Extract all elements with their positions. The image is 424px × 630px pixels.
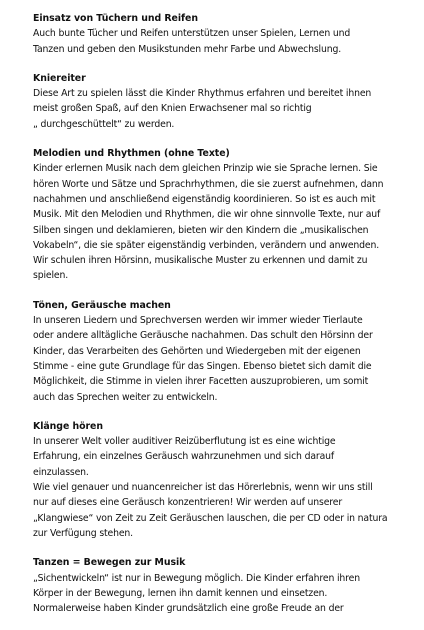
text-line: nur auf dieses eine Geräusch konzentrieren! Wir werden auf unserer xyxy=(33,497,342,509)
document-page xyxy=(33,11,405,630)
text-line: Wir schulen ihren Hörsinn, musikalische Muster zu erkennen und damit zu xyxy=(33,255,368,267)
text-line: Silben singen und deklamieren, bieten wir den Kindern die „musikalischen xyxy=(33,224,369,236)
section-heading: Tönen, Geräusche machen xyxy=(33,299,171,311)
text-line: hören Worte und Sätze und Sprachrhythmen, die sie zuerst aufnehmen, dann xyxy=(33,178,384,190)
text-line: zur Verfügung stehen. xyxy=(33,527,133,539)
text-line: Erfahrung, ein einzelnes Geräusch wahrzunehmen und sich darauf xyxy=(33,451,334,463)
text-line: oder andere alltägliche Geräusche nachahmen. Das schult den Hörsinn der xyxy=(33,330,373,342)
text-line: „Sichentwickeln“ ist nur in Bewegung möglich. Die Kinder erfahren ihren xyxy=(33,572,360,584)
text-line: Diese Art zu spielen lässt die Kinder Rhythmus erfahren und bereitet ihnen xyxy=(33,88,372,100)
text-line: „Klangwiese“ von Zeit zu Zeit Geräuschen lauschen, die per CD oder in natura xyxy=(33,512,388,524)
section-toenen-geraeusche xyxy=(33,298,405,405)
text-line: auch das Sprechen weiter zu entwickeln. xyxy=(33,391,218,403)
text-line: einzulassen. xyxy=(33,466,89,478)
text-line: Kinder, das Verarbeiten des Gehörten und Wiedergeben mit der eigenen xyxy=(33,345,361,357)
section-melodien-rhythmen xyxy=(33,146,405,284)
text-line: Vokabeln“, die sie später eigenständig verbinden, verändern und anwenden. xyxy=(33,239,380,251)
section-heading: Einsatz von Tüchern und Reifen xyxy=(33,13,198,24)
text-line: Musik. Mit den Melodien und Rhythmen, die wir ohne sinnvolle Texte, nur auf xyxy=(33,209,381,221)
text-line: In unseren Liedern und Sprechversen werden wir immer wieder Tierlaute xyxy=(33,315,363,327)
text-line: nachahmen und anschließend eigenständig koordinieren. So ist es auch mit xyxy=(33,193,376,205)
text-line: Körper in der Bewegung, lernen ihn damit kennen und einsetzen. xyxy=(33,587,328,599)
text-line: In unserer Welt voller auditiver Reizüberflutung ist es eine wichtige xyxy=(33,436,336,448)
text-line: Normalerweise haben Kinder grundsätzlich eine große Freude an der xyxy=(33,603,344,615)
section-heading: Tanzen = Bewegen zur Musik xyxy=(33,557,186,569)
text-line: Wie viel genauer und nuancenreicher ist das Hörerlebnis, wenn wir uns still xyxy=(33,482,373,494)
text-line: spielen. xyxy=(33,270,68,282)
text-line: Möglichkeit, die Stimme in vielen ihrer Facetten auszuprobieren, um somit xyxy=(33,376,369,388)
section-kniereiter xyxy=(33,71,405,132)
text-line: „ durchgeschüttelt“ zu werden. xyxy=(33,118,175,130)
section-klaenge-hoeren xyxy=(33,419,405,541)
text-line: Stimme - eine gute Grundlage für das Singen. Ebenso bietet sich damit die xyxy=(33,360,372,372)
text-line: Kinder erlernen Musik nach dem gleichen Prinzip wie sie Sprache lernen. Sie xyxy=(33,163,378,175)
section-heading: Klänge hören xyxy=(33,420,103,432)
section-heading: Kniereiter xyxy=(33,72,86,84)
section-heading: Melodien und Rhythmen (ohne Texte) xyxy=(33,148,230,160)
section-tanzen-bewegen xyxy=(33,555,405,616)
section-tuecher-reifen xyxy=(33,11,405,57)
text-line: Auch bunte Tücher und Reifen unterstützen unser Spielen, Lernen und xyxy=(33,28,351,40)
text-line: meist großen Spaß, auf den Knien Erwachsener mal so richtig xyxy=(33,103,312,115)
text-line: Tanzen und geben den Musikstunden mehr Farbe und Abwechslung. xyxy=(33,43,342,55)
